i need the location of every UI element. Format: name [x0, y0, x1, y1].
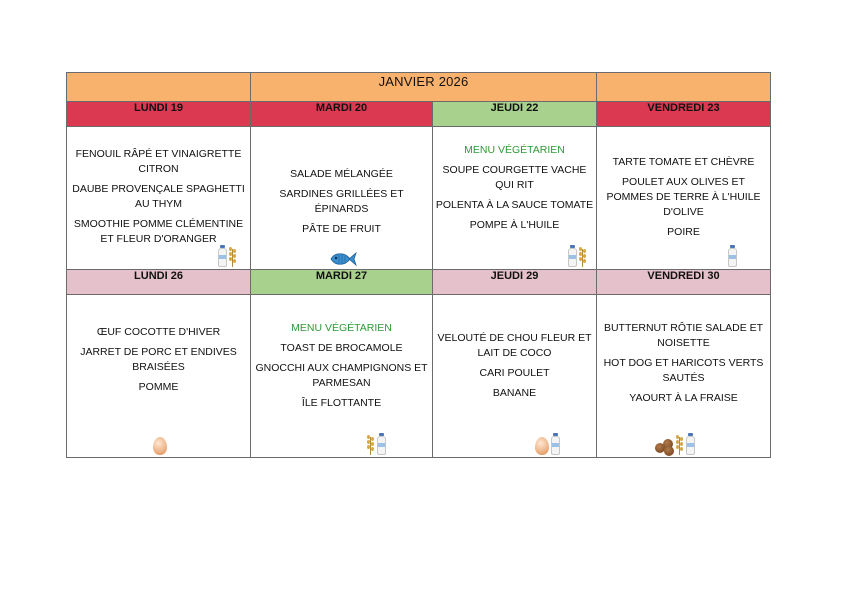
month-title: JANVIER 2026: [378, 74, 469, 89]
wheat-icon: [229, 245, 237, 267]
title-empty-left: [67, 73, 251, 102]
day-label: LUNDI 26: [134, 270, 183, 282]
menu-cell: [433, 295, 597, 458]
allergen-icons: [153, 437, 167, 455]
menu-cell: [433, 127, 597, 270]
day-header: [251, 270, 433, 295]
menu-cell: [251, 295, 433, 458]
day-label: VENDREDI 23: [647, 102, 720, 114]
allergen-icons: [367, 433, 387, 455]
milk-bottle-icon: [550, 433, 561, 455]
nuts-icon: [655, 437, 675, 455]
month-title-cell: [251, 73, 597, 102]
menu-item: BANANE: [492, 387, 537, 399]
day-header: [67, 270, 251, 295]
day-label: LUNDI 19: [134, 102, 183, 114]
menu-table: [66, 72, 771, 458]
menu-items: [599, 321, 768, 411]
week2-menu-row: [67, 295, 771, 458]
menu-item: SARDINES GRILLÉES ET ÉPINARDS: [279, 188, 404, 215]
menu-item: POULET AUX OLIVES ET POMMES DE TERRE À L'HUILE D'OLIVE: [606, 176, 761, 218]
menu-item: TOAST DE BROCAMOLE: [280, 342, 403, 354]
menu-items: [435, 143, 594, 238]
menu-items: [69, 325, 248, 400]
allergen-icons: [535, 433, 561, 455]
day-label: MARDI 20: [315, 102, 368, 114]
menu-item: POMME: [138, 381, 179, 393]
allergen-icons: [329, 251, 357, 267]
day-header: [67, 102, 251, 127]
milk-bottle-icon: [217, 245, 228, 267]
menu-item: ŒUF COCOTTE D'HIVER: [96, 326, 221, 338]
milk-bottle-icon: [727, 245, 738, 267]
milk-bottle-icon: [567, 245, 578, 267]
menu-cell: [67, 295, 251, 458]
menu-item: TARTE TOMATE ET CHÈVRE: [612, 156, 755, 168]
day-header: [597, 102, 771, 127]
menu-cell: [67, 127, 251, 270]
vegetarian-label: MENU VÉGÉTARIEN: [464, 144, 565, 156]
menu-item: CARI POULET: [479, 367, 550, 379]
menu-item: POIRE: [667, 226, 700, 238]
wheat-icon: [579, 245, 587, 267]
title-row: [67, 73, 771, 102]
week1-menu-row: [67, 127, 771, 270]
menu-item: ÎLE FLOTTANTE: [301, 397, 382, 409]
menu-item: FENOUIL RÂPÉ ET VINAIGRETTE CITRON: [75, 148, 242, 175]
menu-item: VELOUTÉ DE CHOU FLEUR ET LAIT DE COCO: [437, 332, 592, 359]
title-empty-right: [597, 73, 771, 102]
menu-item: DAUBE PROVENÇALE SPAGHETTI AU THYM: [72, 183, 245, 210]
menu-item: BUTTERNUT RÔTIE SALADE ET NOISETTE: [603, 322, 764, 349]
wheat-icon: [367, 433, 375, 455]
milk-bottle-icon: [376, 433, 387, 455]
day-header: [251, 102, 433, 127]
egg-icon: [535, 437, 549, 455]
allergen-icons: [567, 245, 587, 267]
wheat-icon: [676, 433, 684, 455]
menu-item: SMOOTHIE POMME CLÉMENTINE ET FLEUR D'ORANGER: [73, 218, 244, 245]
menu-items: [599, 155, 768, 245]
menu-item: GNOCCHI AUX CHAMPIGNONS ET PARMESAN: [255, 362, 428, 389]
fish-icon: [329, 251, 357, 267]
menu-items: [435, 331, 594, 406]
menu-item: YAOURT À LA FRAISE: [629, 392, 738, 404]
day-header: [433, 270, 597, 295]
menu-item: HOT DOG ET HARICOTS VERTS SAUTÉS: [603, 357, 764, 384]
week2-day-row: [67, 270, 771, 295]
menu-items: [69, 147, 248, 252]
day-label: VENDREDI 30: [647, 270, 720, 282]
menu-item: SOUPE COURGETTE VACHE QUI RIT: [442, 164, 587, 191]
milk-bottle-icon: [685, 433, 696, 455]
menu-cell: [597, 127, 771, 270]
menu-item: JARRET DE PORC ET ENDIVES BRAISÉES: [80, 346, 237, 373]
allergen-icons: [655, 433, 696, 455]
egg-icon: [153, 437, 167, 455]
day-header: [433, 102, 597, 127]
day-label: MARDI 27: [315, 270, 368, 282]
allergen-icons: [217, 245, 237, 267]
week1-day-row: [67, 102, 771, 127]
menu-item: POLENTA À LA SAUCE TOMATE: [435, 199, 594, 211]
menu-items: [253, 167, 430, 242]
day-header: [597, 270, 771, 295]
day-label: JEUDI 22: [490, 102, 539, 114]
vegetarian-label: MENU VÉGÉTARIEN: [291, 322, 392, 334]
day-label: JEUDI 29: [490, 270, 539, 282]
menu-item: POMPE À L'HUILE: [469, 219, 560, 231]
allergen-icons: [727, 245, 738, 267]
menu-item: PÂTE DE FRUIT: [302, 223, 381, 235]
menu-cell: [251, 127, 433, 270]
menu-items: [253, 321, 430, 416]
menu-cell: [597, 295, 771, 458]
menu-item: SALADE MÉLANGÉE: [290, 168, 393, 180]
